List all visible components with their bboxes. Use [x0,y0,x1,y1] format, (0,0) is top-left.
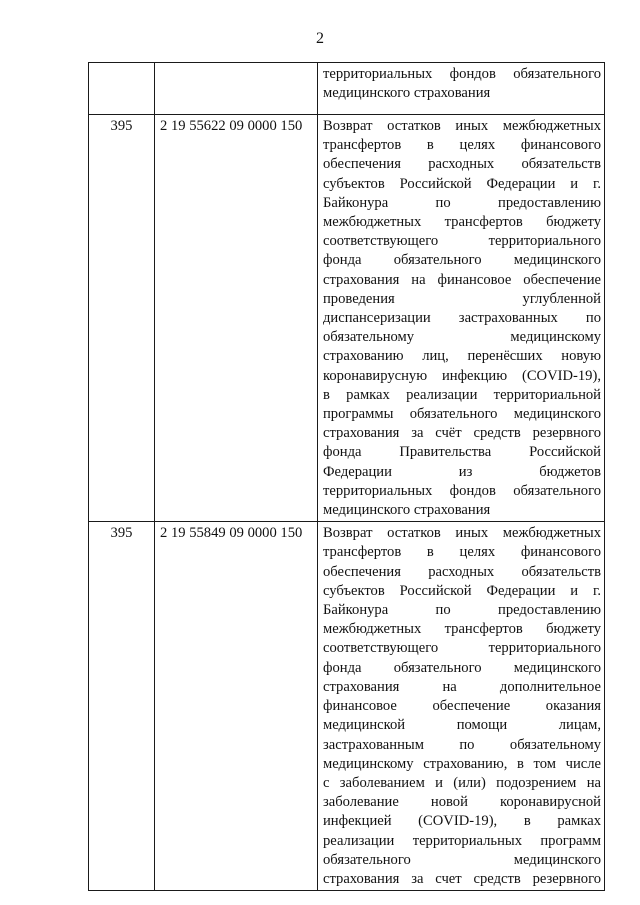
table-row [89,115,605,522]
text-line: Байконура по предоставлению [323,602,601,619]
income-name-cell [318,522,605,891]
text-line: медицинскому страхованию, в том числе [323,755,601,772]
text-line: диспансеризации застрахованных по [323,310,601,327]
text-line: страхования за счёт средств резервного [323,425,601,442]
text-line: фонда Правительства Российской [323,444,601,461]
kbk-code-cell [155,63,318,115]
text-line: территориальных фондов обязательного [323,66,601,82]
text-line: инфекцией (COVID-19), в рамках [323,813,601,830]
text-line: обязательному медицинскому [323,329,601,346]
text-line: соответствующего территориального [323,233,601,250]
text-line: обязательного медицинского [323,851,601,868]
text-line: страхования на финансовое обеспечение [323,271,601,288]
text-line: обеспечения расходных обязательств [323,156,601,173]
text-line: реализации территориальных программ [323,832,601,849]
kbk-code-cell: 2 19 55849 09 0000 150 [155,522,318,891]
text-line: фонда обязательного медицинского [323,252,601,269]
page-number: 2 [316,30,324,47]
text-line: территориальных фондов обязательного [323,482,601,499]
text-line: страхования за счет средств резервного [323,870,601,887]
text-line: в рамках реализации территориальной [323,386,601,403]
table-row [89,522,605,891]
text-line: медицинской помощи лицам, [323,717,601,734]
kbk-code-cell: 2 19 55622 09 0000 150 [155,115,318,522]
text-line: Байконура по предоставлению [323,194,601,211]
text-line: страхования на дополнительное [323,678,601,695]
text-line: финансовое обеспечение оказания [323,698,601,715]
text-line: Возврат остатков иных межбюджетных [323,118,601,134]
text-line: заболевание новой коронавирусной [323,794,601,811]
text-line: трансфертов в целях финансового [323,544,601,561]
admin-code-cell [89,63,155,115]
text-line: коронавирусную инфекцию (COVID-19), [323,367,601,384]
text-line: с заболеванием и (или) подозрением на [323,774,601,791]
income-name-cell [318,115,605,522]
text-line: обеспечения расходных обязательств [323,563,601,580]
table-row-continuation [89,63,605,115]
text-line: медицинского страхования [323,502,491,519]
admin-code-cell: 395 [89,522,155,891]
text-line: межбюджетных трансфертов бюджету [323,214,601,231]
text-line: трансфертов в целях финансового [323,137,601,154]
text-line: медицинского страхования [323,85,491,102]
income-name-cell [318,63,605,115]
text-line: субъектов Российской Федерации и г. [323,175,601,192]
text-line: Возврат остатков иных межбюджетных [323,525,601,542]
text-line: межбюджетных трансфертов бюджету [323,621,601,638]
text-line: застрахованным по обязательному [323,736,601,753]
text-line: Федерации из бюджетов [323,463,601,480]
text-line: программы обязательного медицинского [323,406,601,423]
text-line: субъектов Российской Федерации и г. [323,582,601,599]
text-line: фонда обязательного медицинского [323,659,601,676]
text-line: страхованию лиц, перенёсших новую [323,348,601,365]
budget-classification-table [88,62,605,891]
text-line: соответствующего территориального [323,640,601,657]
admin-code-cell: 395 [89,115,155,522]
text-line: проведения углубленной [323,290,601,307]
